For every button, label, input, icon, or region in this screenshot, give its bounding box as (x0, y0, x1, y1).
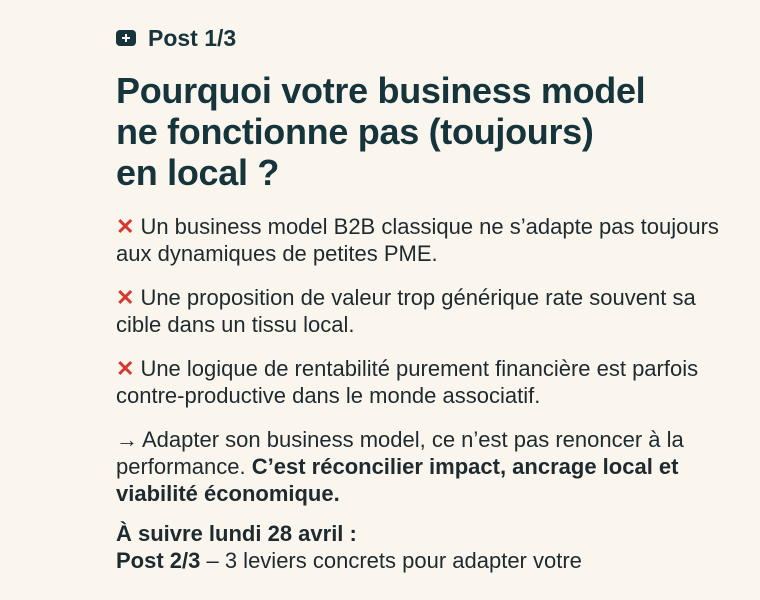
problem-item-3 (116, 355, 736, 409)
plus-badge-icon (116, 30, 136, 46)
conclusion-text: Adapter son business model, ce n’est pas renoncer à la performance. (116, 427, 684, 479)
cross-icon: ✕ (116, 214, 135, 239)
next-post-label: Post 2/3 (116, 548, 201, 573)
cross-icon: ✕ (116, 285, 135, 310)
conclusion-bold-text: C’est réconcilier impact, ancrage local et viabilité économique. (116, 454, 679, 506)
problem-item-text: Une proposition de valeur trop générique rate souvent sa cible dans un tissu local. (116, 285, 696, 337)
page-title (116, 70, 736, 193)
post-counter: Post 1/3 (148, 24, 237, 51)
linkedin-post-page (116, 22, 736, 574)
arrow-right-icon: → (116, 427, 138, 452)
problem-list (116, 213, 736, 409)
next-date-line: À suivre lundi 28 avril : (116, 521, 357, 546)
problem-item-text: Un business model B2B classique ne s’adapte pas toujours aux dynamiques de petites PME. (116, 214, 719, 266)
next-post-text: – 3 leviers concrets pour adapter votre (200, 548, 582, 573)
conclusion-paragraph (116, 426, 736, 507)
problem-item-2 (116, 284, 736, 338)
next-post-line (116, 547, 736, 574)
title-line-1: Pourquoi votre business model (116, 70, 646, 111)
title-line-3: en local ? (116, 152, 280, 193)
problem-item-1 (116, 213, 736, 267)
title-line-2: ne fonctionne pas (toujours) (116, 111, 594, 152)
cross-icon: ✕ (116, 356, 135, 381)
problem-item-text: Une logique de rentabilité purement financière est parfois contre-productive dans le monde associatif. (116, 356, 699, 408)
next-post-teaser (116, 520, 736, 574)
post-header (116, 22, 736, 54)
